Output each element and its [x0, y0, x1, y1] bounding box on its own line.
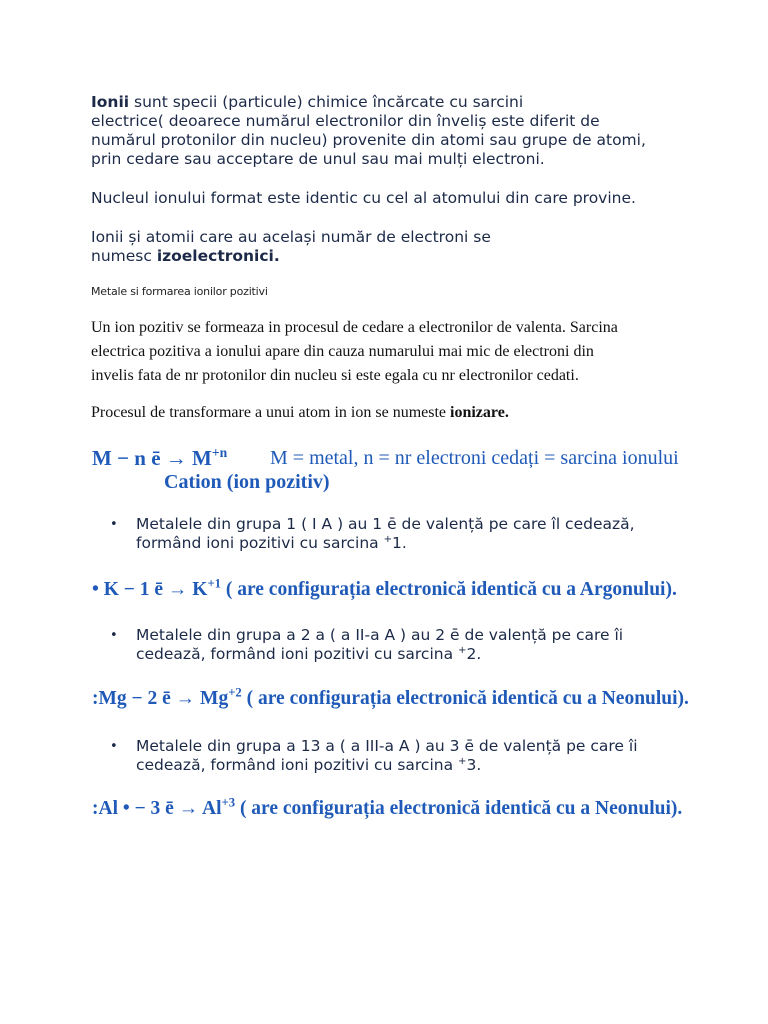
term-ionii: Ionii — [91, 93, 130, 111]
isoelectronic-line-2 — [91, 247, 491, 266]
group-2-formula-note: ( are configurația electronică identică cu a Neonului). — [241, 688, 689, 709]
group-2-line-1: Metalele din grupa a 2 a ( a II-a A ) au 2 ē de valență pe care îi — [136, 626, 624, 644]
group-13-formula-note: ( are configurația electronică identică cu a Neonului). — [235, 798, 683, 819]
group-13-formula-lhs: :Al • − 3 ē → Al — [92, 798, 222, 819]
intro-paragraph — [91, 93, 646, 169]
positive-ion-paragraph — [91, 316, 618, 388]
intro-line-2: electrice( deoarece numărul electronilor din înveliș este diferit de — [91, 112, 600, 130]
ionization-prefix: Procesul de transformare a unui atom in ion se numeste — [91, 404, 451, 421]
group-13-charge: 3. — [466, 756, 482, 774]
group-1-formula-charge: +1 — [207, 576, 221, 591]
group-2-formula-charge: +2 — [228, 685, 242, 700]
positive-ion-line-2: electrica pozitiva a ionului apare din cauza numarului mai mic de electroni din — [91, 343, 594, 360]
isoelectronic-prefix: numesc — [91, 247, 157, 265]
general-formula-legend: M = metal, n = nr electroni cedați = sarcina ionului — [270, 447, 679, 469]
group-1-text — [136, 515, 635, 553]
term-izoelectronici: izoelectronici. — [156, 247, 280, 265]
group-2-charge-sign: + — [458, 644, 467, 656]
group-1-formula-lhs: • K − 1 ē → K — [92, 579, 208, 600]
group-13-line-1: Metalele din grupa a 13 a ( a III-a A ) au 3 ē de valență pe care îi — [136, 737, 638, 755]
group-1-formula-note: ( are configurația electronică identică cu a Argonului). — [220, 579, 677, 600]
general-formula-lhs: M − n ē → M — [92, 446, 212, 470]
group-2-charge: 2. — [466, 645, 482, 663]
group-2-line-2-text: cedează, formând ioni pozitivi cu sarcina — [136, 645, 459, 663]
intro-line-3: numărul protonilor din nucleu) provenite din atomi sau grupe de atomi, — [91, 131, 646, 149]
group-1-charge: 1. — [392, 534, 407, 552]
general-formula-subtitle: Cation (ion pozitiv) — [164, 471, 330, 493]
term-ionizare: ionizare. — [450, 404, 509, 421]
group-1-line-1: Metalele din grupa 1 ( I A ) au 1 ē de valență pe care îl cedează, — [136, 515, 635, 533]
isoelectronic-line-1: Ionii și atomii care au același număr de electroni se — [91, 228, 491, 246]
group-2-formula-lhs: :Mg − 2 ē → Mg — [92, 688, 229, 709]
intro-line-1-text: sunt specii (particule) chimice încărcate cu sarcini — [129, 93, 524, 111]
intro-line-4: prin cedare sau acceptare de unul sau mai mulți electroni. — [91, 150, 545, 168]
group-1-line-2 — [136, 534, 635, 553]
bullet-icon: • — [110, 628, 118, 643]
group-13-line-2-text: cedează, formând ioni pozitivi cu sarcina — [136, 756, 459, 774]
group-1-line-2-text: formând ioni pozitivi cu sarcina — [136, 534, 384, 552]
isoelectronic-paragraph — [91, 228, 491, 266]
group-13-charge-sign: + — [458, 755, 467, 767]
group-13-formula-charge: +3 — [221, 795, 236, 810]
group-1-formula — [92, 576, 677, 601]
general-formula-charge: +n — [211, 445, 228, 460]
positive-ion-line-3: invelis fata de nr protonilor din nucleu si este egala cu nr electronilor cedati. — [91, 367, 579, 384]
bullet-icon: • — [110, 739, 118, 754]
bullet-icon: • — [110, 517, 118, 532]
positive-ion-line-1: Un ion pozitiv se formeaza in procesul de cedare a electronilor de valenta. Sarcina — [91, 319, 618, 336]
section-heading: Metale si formarea ionilor pozitivi — [91, 285, 268, 298]
nucleus-sentence: Nucleul ionului format este identic cu cel al atomului din care provine. — [91, 189, 636, 207]
intro-line-1 — [91, 93, 646, 112]
group-2-formula — [92, 685, 689, 710]
ionization-sentence — [91, 401, 509, 425]
group-13-formula — [92, 795, 683, 820]
general-formula — [92, 446, 227, 471]
group-1-charge-sign: + — [383, 533, 393, 545]
group-13-line-2 — [136, 756, 638, 775]
group-2-text — [136, 626, 623, 664]
group-2-line-2 — [136, 645, 623, 664]
group-13-text — [136, 737, 638, 775]
